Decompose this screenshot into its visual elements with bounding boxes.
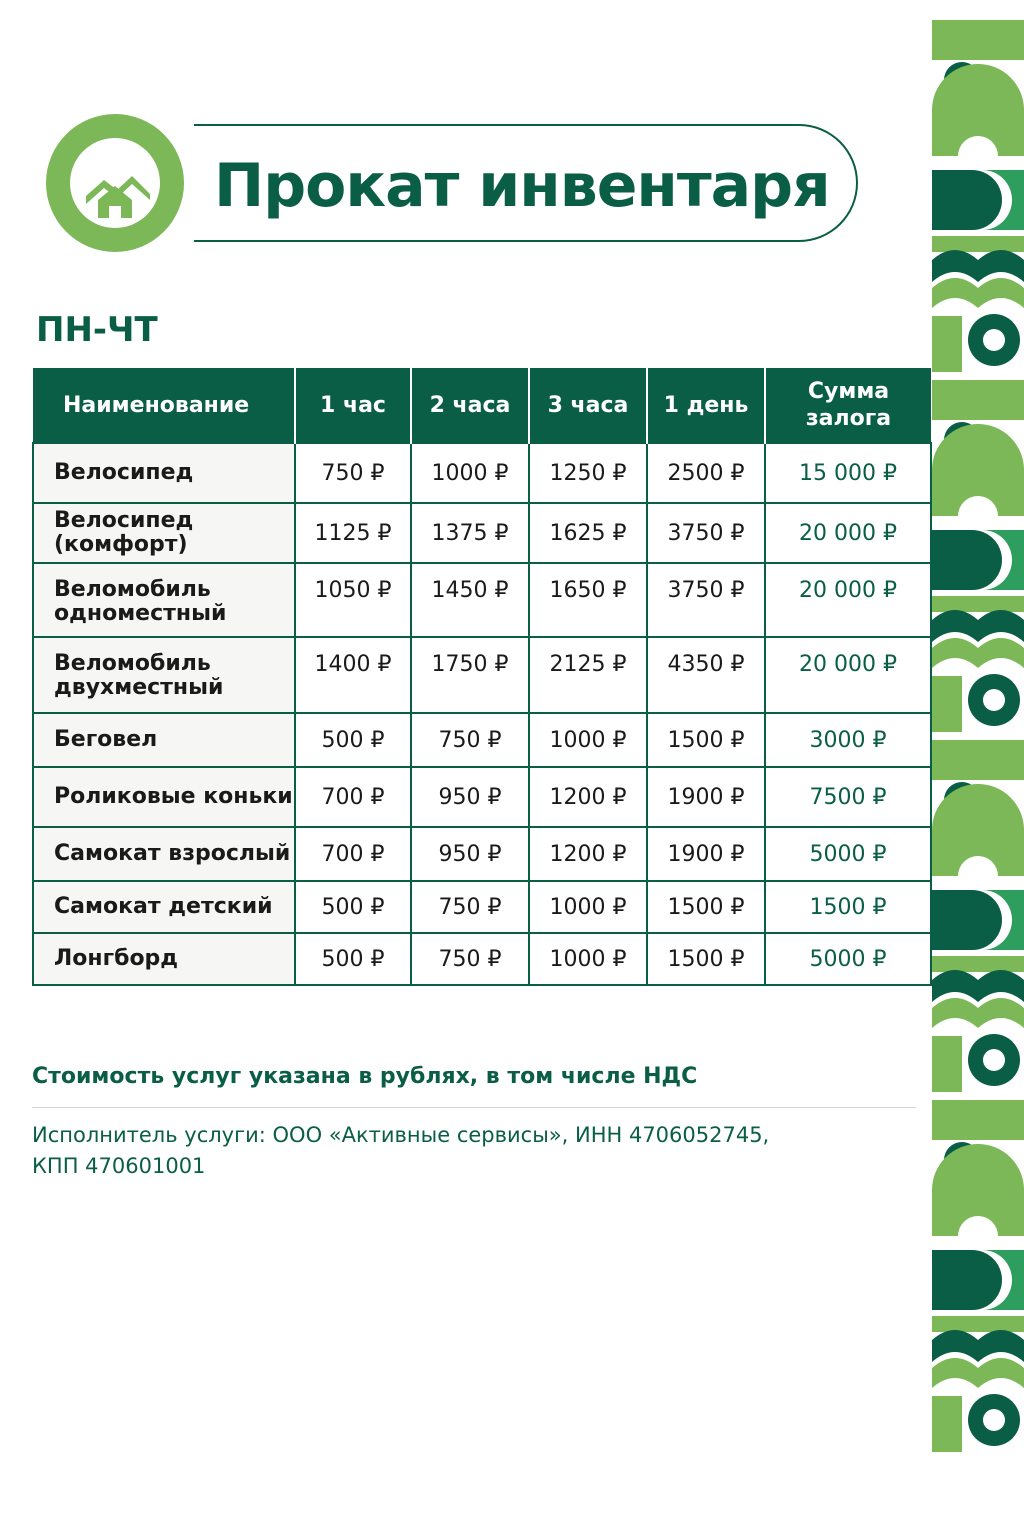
price-1h: 1050 ₽: [295, 563, 411, 637]
table-row: [33, 933, 931, 985]
column-header-1h: 1 час: [295, 368, 411, 443]
price-1h: 500 ₽: [295, 881, 411, 933]
price-2h: 950 ₽: [411, 827, 529, 881]
table-row: [33, 563, 931, 637]
item-name: Велосипед (комфорт): [33, 503, 295, 563]
price-2h: 1000 ₽: [411, 443, 529, 503]
price-3h: 1000 ₽: [529, 881, 647, 933]
mountain-house-logo-icon: [46, 114, 184, 252]
table-row: [33, 713, 931, 767]
price-1h: 500 ₽: [295, 713, 411, 767]
price-3h: 1000 ₽: [529, 713, 647, 767]
price-1h: 1125 ₽: [295, 503, 411, 563]
item-name: Самокат взрослый: [33, 827, 295, 881]
deposit: 3000 ₽: [765, 713, 931, 767]
price-day: 3750 ₽: [647, 503, 765, 563]
price-day: 1500 ₽: [647, 933, 765, 985]
deposit: 1500 ₽: [765, 881, 931, 933]
deposit-header-label: Сумма залога: [805, 379, 892, 431]
column-header-day: 1 день: [647, 368, 765, 443]
table-row: [33, 881, 931, 933]
schedule-label: ПН-ЧТ: [36, 310, 158, 350]
price-2h: 750 ₽: [411, 713, 529, 767]
price-day: 1900 ₽: [647, 827, 765, 881]
price-2h: 1750 ₽: [411, 637, 529, 713]
item-name: Лонгборд: [33, 933, 295, 985]
item-name: [33, 637, 295, 713]
price-day: 4350 ₽: [647, 637, 765, 713]
price-2h: 1375 ₽: [411, 503, 529, 563]
table-header-row: [33, 368, 931, 443]
price-3h: 2125 ₽: [529, 637, 647, 713]
price-1h: 700 ₽: [295, 767, 411, 827]
price-day: 1500 ₽: [647, 713, 765, 767]
price-table: [32, 368, 932, 986]
page-title: Прокат инвентаря: [214, 151, 830, 221]
item-name-text: Веломобиль двухместный: [54, 651, 224, 700]
deposit: 7500 ₽: [765, 767, 931, 827]
divider: [32, 1107, 916, 1108]
price-3h: 1625 ₽: [529, 503, 647, 563]
item-name: Беговел: [33, 713, 295, 767]
column-header-name: Наименование: [33, 368, 295, 443]
price-2h: 950 ₽: [411, 767, 529, 827]
table-row: [33, 827, 931, 881]
price-3h: 1250 ₽: [529, 443, 647, 503]
decorative-pattern: [932, 20, 1024, 1516]
deposit: 5000 ₽: [765, 933, 931, 985]
price-3h: 1200 ₽: [529, 827, 647, 881]
price-2h: 750 ₽: [411, 881, 529, 933]
contractor-info: Исполнитель услуги: ООО «Активные сервисы», ИНН 4706052745, КПП 470601001: [32, 1123, 770, 1178]
price-day: 1900 ₽: [647, 767, 765, 827]
table-row: [33, 443, 931, 503]
price-day: 1500 ₽: [647, 881, 765, 933]
price-2h: 1450 ₽: [411, 563, 529, 637]
price-1h: 500 ₽: [295, 933, 411, 985]
price-day: 2500 ₽: [647, 443, 765, 503]
column-header-2h: 2 часа: [411, 368, 529, 443]
table-row: [33, 767, 931, 827]
deposit: 5000 ₽: [765, 827, 931, 881]
item-name-text: Веломобиль одноместный: [54, 577, 227, 626]
item-name: [33, 563, 295, 637]
deposit: 20 000 ₽: [765, 563, 931, 637]
column-header-deposit: [765, 368, 931, 443]
price-day: 3750 ₽: [647, 563, 765, 637]
price-1h: 1400 ₽: [295, 637, 411, 713]
price-1h: 750 ₽: [295, 443, 411, 503]
deposit: 20 000 ₽: [765, 503, 931, 563]
deposit: 15 000 ₽: [765, 443, 931, 503]
column-header-3h: 3 часа: [529, 368, 647, 443]
price-3h: 1200 ₽: [529, 767, 647, 827]
table-row: [33, 503, 931, 563]
price-1h: 700 ₽: [295, 827, 411, 881]
item-name: Велосипед: [33, 443, 295, 503]
table-row: [33, 637, 931, 713]
price-3h: 1000 ₽: [529, 933, 647, 985]
item-name: Роликовые коньки: [33, 767, 295, 827]
item-name: Самокат детский: [33, 881, 295, 933]
price-3h: 1650 ₽: [529, 563, 647, 637]
price-2h: 750 ₽: [411, 933, 529, 985]
deposit: 20 000 ₽: [765, 637, 931, 713]
vat-note: Стоимость услуг указана в рублях, в том числе НДС: [32, 1064, 698, 1089]
